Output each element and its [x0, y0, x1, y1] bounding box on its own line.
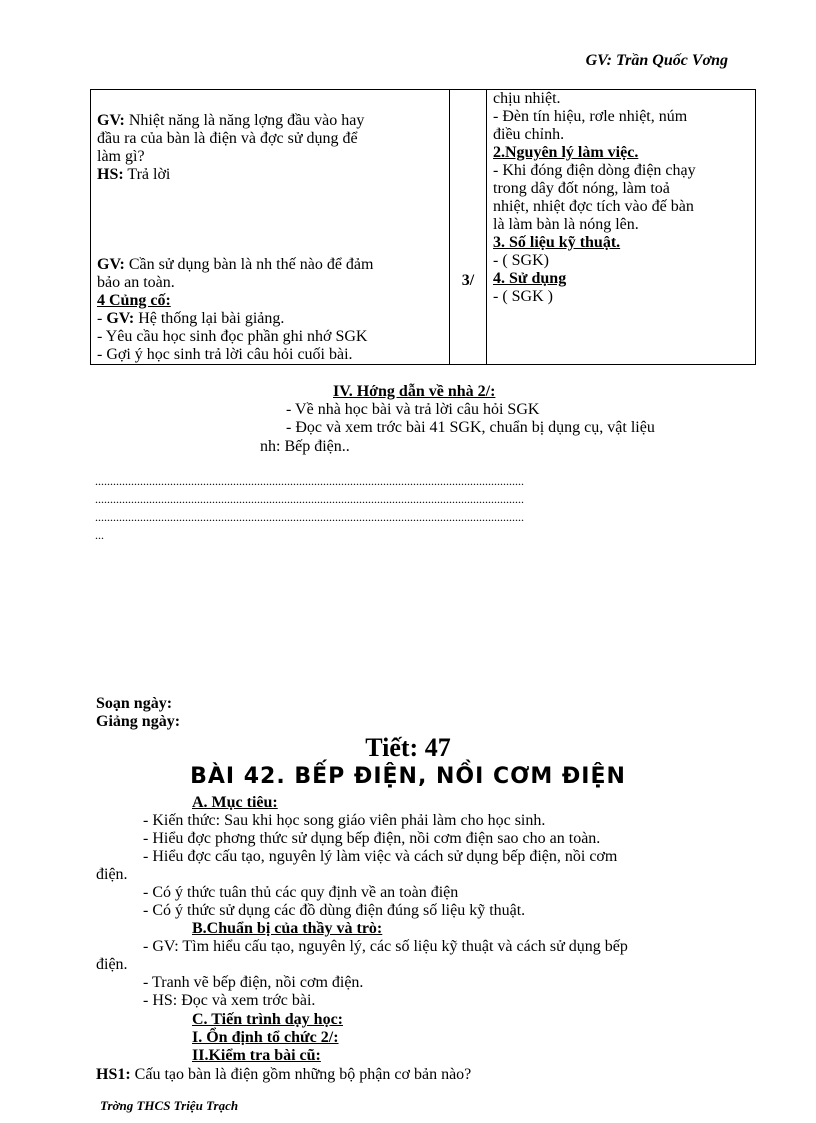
content-cell — [487, 90, 756, 365]
period-title: Tiết: 47 — [365, 733, 451, 762]
teacher-header: GV: Trần Quốc Vơng — [585, 52, 728, 69]
content-line: chịu nhiệt. — [493, 90, 561, 107]
hs1-label: HS1: — [96, 1066, 131, 1083]
hs1-question: Cấu tạo bàn là điện gồm những bộ phận cơ bản nào? — [130, 1066, 472, 1083]
preparation-item: - GV: Tìm hiểu cấu tạo, nguyên lý, các số liệu kỹ thuật và cách sử dụng bếp — [143, 938, 628, 955]
gv-question-line: Nhiệt năng là năng lợng đầu vào hay — [124, 112, 365, 129]
consolidate-item: - Yêu cầu học sinh đọc phần ghi nhớ SGK — [97, 328, 368, 345]
objective-item: - Hiểu đợc cấu tạo, nguyên lý làm việc và cách sử dụng bếp điện, nồi cơm — [143, 848, 618, 865]
compose-date: Soạn ngày: — [96, 695, 173, 712]
objective-item: - Có ý thức sử dụng các đồ dùng điện đúng số liệu kỹ thuật. — [143, 902, 526, 919]
lesson-table — [90, 89, 756, 365]
preparation-item: điện. — [96, 956, 128, 973]
gv-question-line: làm gì? — [97, 148, 145, 165]
school-footer: Trờng THCS Triệu Trạch — [100, 1098, 239, 1113]
teacher-activity-cell — [91, 90, 450, 365]
content-line: nhiệt, nhiệt đợc tích vào đế bàn — [493, 198, 694, 215]
step-1-title: I. Ổn định tổ chức 2/: — [192, 1029, 339, 1046]
step-2-title: II.Kiểm tra bài cũ: — [192, 1047, 321, 1064]
specs-title: 3. Số liệu kỹ thuật. — [493, 234, 621, 251]
consolidate-item: - Gợi ý học sinh trả lời câu hỏi cuối bài. — [97, 346, 353, 363]
gv-label: GV: — [97, 112, 125, 129]
homework-title: IV. Hớng dẫn về nhà 2/: — [333, 383, 496, 400]
gv-label: GV: — [106, 310, 135, 327]
content-line: là làm bàn là nóng lên. — [493, 216, 639, 233]
gv-label: GV: — [97, 256, 125, 273]
section-c-title: C. Tiến trình dạy học: — [192, 1011, 343, 1028]
hs-label: HS: — [97, 166, 124, 183]
objective-item: - Có ý thức tuân thủ các quy định về an toàn điện — [143, 884, 459, 901]
time-value: 3/ — [461, 272, 475, 289]
objective-item: - Kiến thức: Sau khi học song giáo viên phải làm cho học sinh. — [143, 812, 546, 829]
gv-question-line: Cần sử dụng bàn là nh thế nào để đảm — [124, 256, 374, 273]
notes-dotted-line: ............................................................................................................................................... — [95, 474, 524, 488]
item-prefix: - — [97, 310, 107, 327]
section-b-title: B.Chuẩn bị của thầy và trò: — [192, 920, 383, 937]
teach-date: Giảng ngày: — [96, 713, 181, 730]
hs-answer: Trả lời — [123, 166, 171, 183]
time-cell — [450, 90, 487, 365]
content-line: - Khi đóng điện dòng điện chạy — [493, 162, 696, 179]
principle-title: 2.Nguyên lý làm việc. — [493, 144, 639, 161]
section-a-title: A. Mục tiêu: — [192, 794, 278, 811]
specs-text: - ( SGK) — [493, 252, 549, 269]
consolidate-title: 4 Củng cố: — [97, 292, 171, 309]
notes-dotted-line: ............................................................................................................................................... — [95, 510, 524, 524]
content-line: điều chỉnh. — [493, 126, 565, 143]
homework-item: - Về nhà học bài và trả lời câu hỏi SGK — [286, 401, 540, 418]
preparation-item: - Tranh vẽ bếp điện, nồi cơm điện. — [143, 974, 364, 991]
objective-item: điện. — [96, 866, 128, 883]
homework-item: - Đọc và xem trớc bài 41 SGK, chuẩn bị dụng cụ, vật liệu — [286, 419, 655, 436]
notes-dotted-line: ............................................................................................................................................... — [95, 492, 524, 506]
content-line: - Đèn tín hiệu, rơle nhiệt, núm — [493, 108, 688, 125]
gv-question-line: đầu ra của bàn là điện và đợc sử dụng để — [97, 130, 358, 147]
usage-title: 4. Sử dụng — [493, 270, 567, 287]
objective-item: - Hiểu đợc phơng thức sử dụng bếp điện, nồi cơm điện sao cho an toàn. — [143, 830, 601, 847]
usage-text: - ( SGK ) — [493, 288, 553, 305]
gv-question-line: bảo an toàn. — [97, 274, 175, 291]
preparation-item: - HS: Đọc và xem trớc bài. — [143, 992, 316, 1009]
notes-dotted-line: ... — [95, 528, 104, 542]
lesson-title: BÀI 42. BẾP ĐIỆN, NỒI CƠM ĐIỆN — [190, 764, 626, 789]
consolidate-item: Hệ thống lại bài giảng. — [134, 310, 285, 327]
homework-item: nh: Bếp điện.. — [260, 438, 350, 455]
content-line: trong dây đốt nóng, làm toả — [493, 180, 670, 197]
